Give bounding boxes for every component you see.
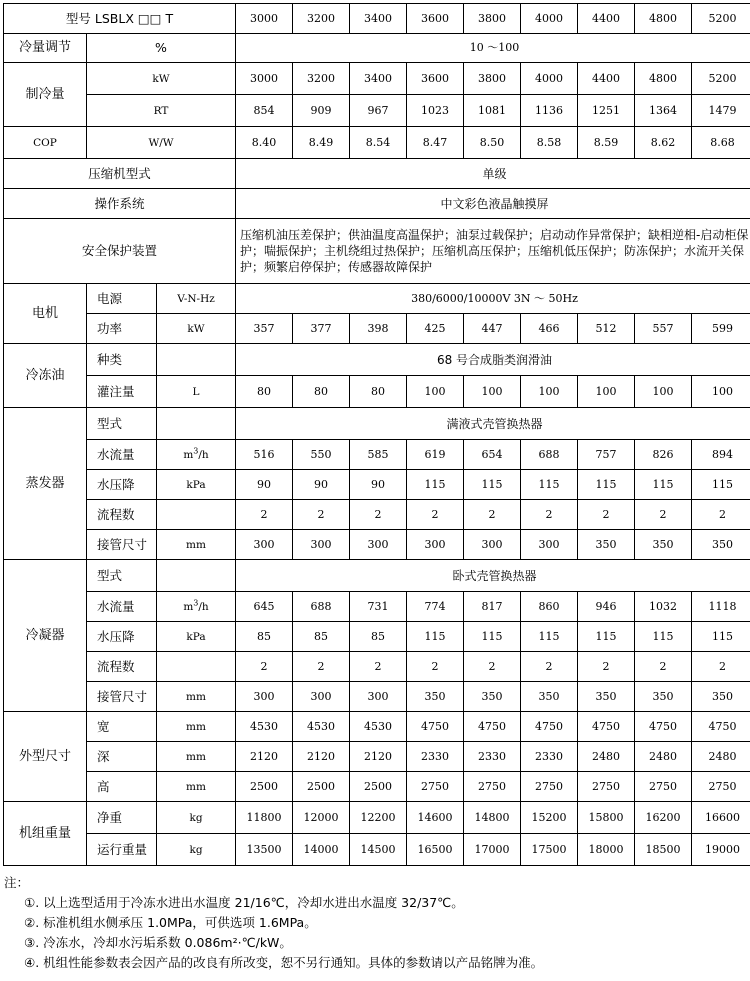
- row-label: 流程数: [87, 500, 157, 530]
- value-cell: 115: [407, 470, 464, 500]
- condenser-pipe-row: [4, 682, 750, 712]
- value-cell: 860: [521, 592, 578, 622]
- value-cell: 854: [236, 95, 293, 127]
- value-cell: 4750: [692, 712, 750, 742]
- dimension-height-row: [4, 772, 750, 802]
- compressor-value: 单级: [236, 159, 750, 189]
- flow-unit: [157, 440, 236, 470]
- motor-supply-row: [4, 284, 750, 314]
- value-cell: 619: [407, 440, 464, 470]
- value-cell: 115: [464, 622, 521, 652]
- value-cell: 115: [407, 622, 464, 652]
- weight-net-row: [4, 802, 750, 834]
- value-cell: 115: [692, 622, 750, 652]
- value-cell: 300: [350, 682, 407, 712]
- value-cell: 350: [521, 682, 578, 712]
- value-cell: 300: [350, 530, 407, 560]
- value-cell: 447: [464, 314, 521, 344]
- protection-value: 压缩机油压差保护；供油温度高温保护；油泵过载保护；启动动作异常保护；缺相逆相-启动柜保护；喘振保护；主机绕组过热保护；压缩机高压保护；压缩机低压保护；防冻保护；水流开关保护；频繁启停保护；传感器故障保护: [236, 219, 750, 284]
- evaporator-type-row: [4, 408, 750, 440]
- weight-label: 机组重量: [4, 802, 87, 866]
- protection-row: [4, 219, 750, 284]
- value-cell: 2330: [521, 742, 578, 772]
- value-cell: 17000: [464, 834, 521, 866]
- oil-type-row: [4, 344, 750, 376]
- value-cell: 645: [236, 592, 293, 622]
- value-cell: 398: [350, 314, 407, 344]
- value-cell: 946: [578, 592, 635, 622]
- model-row: [4, 4, 750, 34]
- value-cell: 115: [635, 470, 692, 500]
- unit-text: /h: [198, 448, 209, 461]
- value-cell: 2500: [236, 772, 293, 802]
- value-cell: 4800: [635, 63, 692, 95]
- value-cell: 16200: [635, 802, 692, 834]
- value-cell: 2: [635, 500, 692, 530]
- value-cell: 2: [635, 652, 692, 682]
- control-value: 中文彩色液晶触摸屏: [236, 189, 750, 219]
- value-cell: 4530: [236, 712, 293, 742]
- notes-title: 注：: [4, 875, 30, 890]
- row-label: 水流量: [87, 592, 157, 622]
- value-cell: 2: [521, 652, 578, 682]
- unit-cell: mm: [157, 530, 236, 560]
- value-cell: 16600: [692, 802, 750, 834]
- value-cell: 300: [407, 530, 464, 560]
- value-cell: 2120: [293, 742, 350, 772]
- value-cell: 8.58: [521, 127, 578, 159]
- value-cell: 14500: [350, 834, 407, 866]
- value-cell: 15800: [578, 802, 635, 834]
- value-cell: 300: [293, 682, 350, 712]
- value-cell: 2750: [464, 772, 521, 802]
- motor-supply-unit: V-N-Hz: [157, 284, 236, 314]
- value-cell: 2: [350, 500, 407, 530]
- value-cell: 4750: [464, 712, 521, 742]
- unit-cell: [157, 500, 236, 530]
- model-cell: 3600: [407, 4, 464, 34]
- value-cell: 300: [293, 530, 350, 560]
- model-cell: 3400: [350, 4, 407, 34]
- control-label: 操作系统: [4, 189, 236, 219]
- value-cell: 2480: [692, 742, 750, 772]
- value-cell: 357: [236, 314, 293, 344]
- oil-charge-row: [4, 376, 750, 408]
- row-label: 高: [87, 772, 157, 802]
- value-cell: 3600: [407, 63, 464, 95]
- unit-cell: kPa: [157, 622, 236, 652]
- model-cell: 3200: [293, 4, 350, 34]
- empty-cell: [157, 560, 236, 592]
- value-cell: 18500: [635, 834, 692, 866]
- evaporator-type-label: 型式: [87, 408, 157, 440]
- value-cell: 688: [521, 440, 578, 470]
- capacity-control-label: 冷量调节: [4, 34, 87, 63]
- value-cell: 2500: [350, 772, 407, 802]
- dimension-width-row: [4, 712, 750, 742]
- value-cell: 2750: [521, 772, 578, 802]
- row-label: 水压降: [87, 470, 157, 500]
- value-cell: 2: [578, 500, 635, 530]
- note-item: ④. 机组性能参数表会因产品的改良有所改变，恕不另行通知。具体的参数请以产品铭牌为准。: [24, 955, 544, 970]
- value-cell: 2: [578, 652, 635, 682]
- value-cell: 300: [236, 530, 293, 560]
- value-cell: 516: [236, 440, 293, 470]
- motor-label: 电机: [4, 284, 87, 344]
- row-label: 水压降: [87, 622, 157, 652]
- oil-charge-label: 灌注量: [87, 376, 157, 408]
- row-label: 净重: [87, 802, 157, 834]
- value-cell: 2480: [578, 742, 635, 772]
- value-cell: 757: [578, 440, 635, 470]
- evaporator-pressure-row: [4, 470, 750, 500]
- value-cell: 2330: [464, 742, 521, 772]
- condenser-passes-row: [4, 652, 750, 682]
- value-cell: 350: [407, 682, 464, 712]
- value-cell: 15200: [521, 802, 578, 834]
- row-label: 接管尺寸: [87, 682, 157, 712]
- value-cell: 2: [464, 652, 521, 682]
- value-cell: 85: [236, 622, 293, 652]
- value-cell: 350: [692, 530, 750, 560]
- condenser-type-label: 型式: [87, 560, 157, 592]
- unit-superscript: 3: [193, 446, 199, 455]
- value-cell: 512: [578, 314, 635, 344]
- cooling-unit: kW: [87, 63, 236, 95]
- value-cell: 2: [407, 652, 464, 682]
- value-cell: 350: [692, 682, 750, 712]
- value-cell: 90: [350, 470, 407, 500]
- unit-cell: kg: [157, 802, 236, 834]
- value-cell: 8.54: [350, 127, 407, 159]
- oil-type-value: 68 号合成脂类润滑油: [236, 344, 750, 376]
- value-cell: 2330: [407, 742, 464, 772]
- value-cell: 4750: [407, 712, 464, 742]
- cooling-row-rt: [4, 95, 750, 127]
- value-cell: 967: [350, 95, 407, 127]
- compressor-row: [4, 159, 750, 189]
- row-label: 流程数: [87, 652, 157, 682]
- unit-text: /h: [198, 600, 209, 613]
- value-cell: 19000: [692, 834, 750, 866]
- evaporator-flow-row: [4, 440, 750, 470]
- value-cell: 817: [464, 592, 521, 622]
- motor-power-row: [4, 314, 750, 344]
- condenser-label: 冷凝器: [4, 560, 87, 712]
- cooling-row-kw: [4, 63, 750, 95]
- unit-cell: mm: [157, 772, 236, 802]
- value-cell: 115: [464, 470, 521, 500]
- condenser-pressure-row: [4, 622, 750, 652]
- value-cell: 100: [464, 376, 521, 408]
- unit-cell: mm: [157, 712, 236, 742]
- value-cell: 3400: [350, 63, 407, 95]
- value-cell: 4750: [578, 712, 635, 742]
- value-cell: 585: [350, 440, 407, 470]
- value-cell: 1032: [635, 592, 692, 622]
- value-cell: 466: [521, 314, 578, 344]
- value-cell: 115: [692, 470, 750, 500]
- value-cell: 1251: [578, 95, 635, 127]
- cop-row: [4, 127, 750, 159]
- value-cell: 90: [236, 470, 293, 500]
- value-cell: 2120: [350, 742, 407, 772]
- unit-cell: kPa: [157, 470, 236, 500]
- value-cell: 2: [692, 500, 750, 530]
- spec-table: [3, 3, 750, 866]
- oil-label: 冷冻油: [4, 344, 87, 408]
- value-cell: 100: [578, 376, 635, 408]
- value-cell: 425: [407, 314, 464, 344]
- capacity-control-row: [4, 34, 750, 63]
- value-cell: 80: [293, 376, 350, 408]
- cop-label: COP: [4, 127, 87, 159]
- value-cell: 2500: [293, 772, 350, 802]
- value-cell: 8.68: [692, 127, 750, 159]
- value-cell: 377: [293, 314, 350, 344]
- value-cell: 909: [293, 95, 350, 127]
- capacity-control-value: 10 ～100: [236, 34, 750, 63]
- value-cell: 2120: [236, 742, 293, 772]
- row-label: 接管尺寸: [87, 530, 157, 560]
- value-cell: 13500: [236, 834, 293, 866]
- value-cell: 8.50: [464, 127, 521, 159]
- compressor-label: 压缩机型式: [4, 159, 236, 189]
- note-item: ①. 以上选型适用于冷冻水进出水温度 21/16℃，冷却水进出水温度 32/37℃。: [24, 895, 464, 910]
- value-cell: 8.59: [578, 127, 635, 159]
- value-cell: 2: [236, 500, 293, 530]
- value-cell: 557: [635, 314, 692, 344]
- value-cell: 2: [407, 500, 464, 530]
- value-cell: 85: [293, 622, 350, 652]
- value-cell: 1118: [692, 592, 750, 622]
- value-cell: 350: [635, 530, 692, 560]
- value-cell: 300: [464, 530, 521, 560]
- value-cell: 350: [464, 682, 521, 712]
- value-cell: 2: [464, 500, 521, 530]
- value-cell: 12000: [293, 802, 350, 834]
- evaporator-passes-row: [4, 500, 750, 530]
- value-cell: 12200: [350, 802, 407, 834]
- value-cell: 115: [521, 470, 578, 500]
- motor-supply-label: 电源: [87, 284, 157, 314]
- unit-cell: mm: [157, 742, 236, 772]
- value-cell: 17500: [521, 834, 578, 866]
- model-cell: 4400: [578, 4, 635, 34]
- model-cell: 4000: [521, 4, 578, 34]
- value-cell: 826: [635, 440, 692, 470]
- value-cell: 4750: [521, 712, 578, 742]
- value-cell: 350: [635, 682, 692, 712]
- value-cell: 2: [692, 652, 750, 682]
- value-cell: 100: [407, 376, 464, 408]
- value-cell: 85: [350, 622, 407, 652]
- value-cell: 3000: [236, 63, 293, 95]
- value-cell: 1479: [692, 95, 750, 127]
- capacity-control-unit: %: [87, 34, 236, 63]
- value-cell: 2: [293, 500, 350, 530]
- cooling-label: 制冷量: [4, 63, 87, 127]
- value-cell: 115: [635, 622, 692, 652]
- unit-cell: mm: [157, 682, 236, 712]
- value-cell: 115: [578, 622, 635, 652]
- value-cell: 16500: [407, 834, 464, 866]
- value-cell: 8.49: [293, 127, 350, 159]
- note-item: ②. 标准机组水侧承压 1.0MPa，可供选项 1.6MPa。: [24, 915, 317, 930]
- value-cell: 350: [578, 682, 635, 712]
- value-cell: 3200: [293, 63, 350, 95]
- value-cell: 688: [293, 592, 350, 622]
- empty-cell: [157, 344, 236, 376]
- value-cell: 8.40: [236, 127, 293, 159]
- value-cell: 1136: [521, 95, 578, 127]
- value-cell: 8.62: [635, 127, 692, 159]
- row-label: 宽: [87, 712, 157, 742]
- value-cell: 731: [350, 592, 407, 622]
- value-cell: 4530: [293, 712, 350, 742]
- value-cell: 2: [350, 652, 407, 682]
- row-label: 水流量: [87, 440, 157, 470]
- evaporator-type-value: 满液式壳管换热器: [236, 408, 750, 440]
- model-label: 型号 LSBLX □□ T: [4, 4, 236, 34]
- value-cell: 4750: [635, 712, 692, 742]
- value-cell: 18000: [578, 834, 635, 866]
- value-cell: 80: [236, 376, 293, 408]
- value-cell: 4530: [350, 712, 407, 742]
- motor-power-label: 功率: [87, 314, 157, 344]
- value-cell: 774: [407, 592, 464, 622]
- value-cell: 4000: [521, 63, 578, 95]
- row-label: 运行重量: [87, 834, 157, 866]
- value-cell: 14000: [293, 834, 350, 866]
- oil-charge-unit: L: [157, 376, 236, 408]
- value-cell: 4400: [578, 63, 635, 95]
- model-cell: 3800: [464, 4, 521, 34]
- value-cell: 100: [692, 376, 750, 408]
- condenser-flow-row: [4, 592, 750, 622]
- value-cell: 5200: [692, 63, 750, 95]
- value-cell: 350: [578, 530, 635, 560]
- value-cell: 100: [521, 376, 578, 408]
- motor-supply-value: 380/6000/10000V 3N ～ 50Hz: [236, 284, 750, 314]
- empty-cell: [157, 408, 236, 440]
- protection-label: 安全保护装置: [4, 219, 236, 284]
- value-cell: 2750: [578, 772, 635, 802]
- weight-operating-row: [4, 834, 750, 866]
- value-cell: 1023: [407, 95, 464, 127]
- value-cell: 2750: [692, 772, 750, 802]
- motor-power-unit: kW: [157, 314, 236, 344]
- value-cell: 599: [692, 314, 750, 344]
- condenser-type-value: 卧式壳管换热器: [236, 560, 750, 592]
- value-cell: 1364: [635, 95, 692, 127]
- cop-unit: W/W: [87, 127, 236, 159]
- dimension-depth-row: [4, 742, 750, 772]
- unit-text: m: [183, 448, 194, 461]
- value-cell: 894: [692, 440, 750, 470]
- model-cell: 4800: [635, 4, 692, 34]
- value-cell: 550: [293, 440, 350, 470]
- condenser-type-row: [4, 560, 750, 592]
- unit-text: m: [183, 600, 194, 613]
- value-cell: 2480: [635, 742, 692, 772]
- value-cell: 115: [521, 622, 578, 652]
- value-cell: 1081: [464, 95, 521, 127]
- note-item: ③. 冷冻水，冷却水污垢系数 0.086m²·℃/kW。: [24, 935, 292, 950]
- value-cell: 2: [293, 652, 350, 682]
- value-cell: 14600: [407, 802, 464, 834]
- dimensions-label: 外型尺寸: [4, 712, 87, 802]
- value-cell: 115: [578, 470, 635, 500]
- value-cell: 11800: [236, 802, 293, 834]
- value-cell: 2: [521, 500, 578, 530]
- model-cell: 5200: [692, 4, 750, 34]
- model-cell: 3000: [236, 4, 293, 34]
- value-cell: 8.47: [407, 127, 464, 159]
- notes-section: [4, 873, 744, 973]
- row-label: 深: [87, 742, 157, 772]
- evaporator-pipe-row: [4, 530, 750, 560]
- value-cell: 654: [464, 440, 521, 470]
- value-cell: 100: [635, 376, 692, 408]
- value-cell: 300: [236, 682, 293, 712]
- value-cell: 80: [350, 376, 407, 408]
- unit-cell: [157, 652, 236, 682]
- value-cell: 3800: [464, 63, 521, 95]
- oil-type-label: 种类: [87, 344, 157, 376]
- evaporator-label: 蒸发器: [4, 408, 87, 560]
- unit-cell: kg: [157, 834, 236, 866]
- control-row: [4, 189, 750, 219]
- flow-unit: [157, 592, 236, 622]
- unit-superscript: 3: [193, 598, 199, 607]
- value-cell: 90: [293, 470, 350, 500]
- cooling-unit: RT: [87, 95, 236, 127]
- value-cell: 2750: [635, 772, 692, 802]
- value-cell: 14800: [464, 802, 521, 834]
- value-cell: 2750: [407, 772, 464, 802]
- value-cell: 2: [236, 652, 293, 682]
- value-cell: 300: [521, 530, 578, 560]
